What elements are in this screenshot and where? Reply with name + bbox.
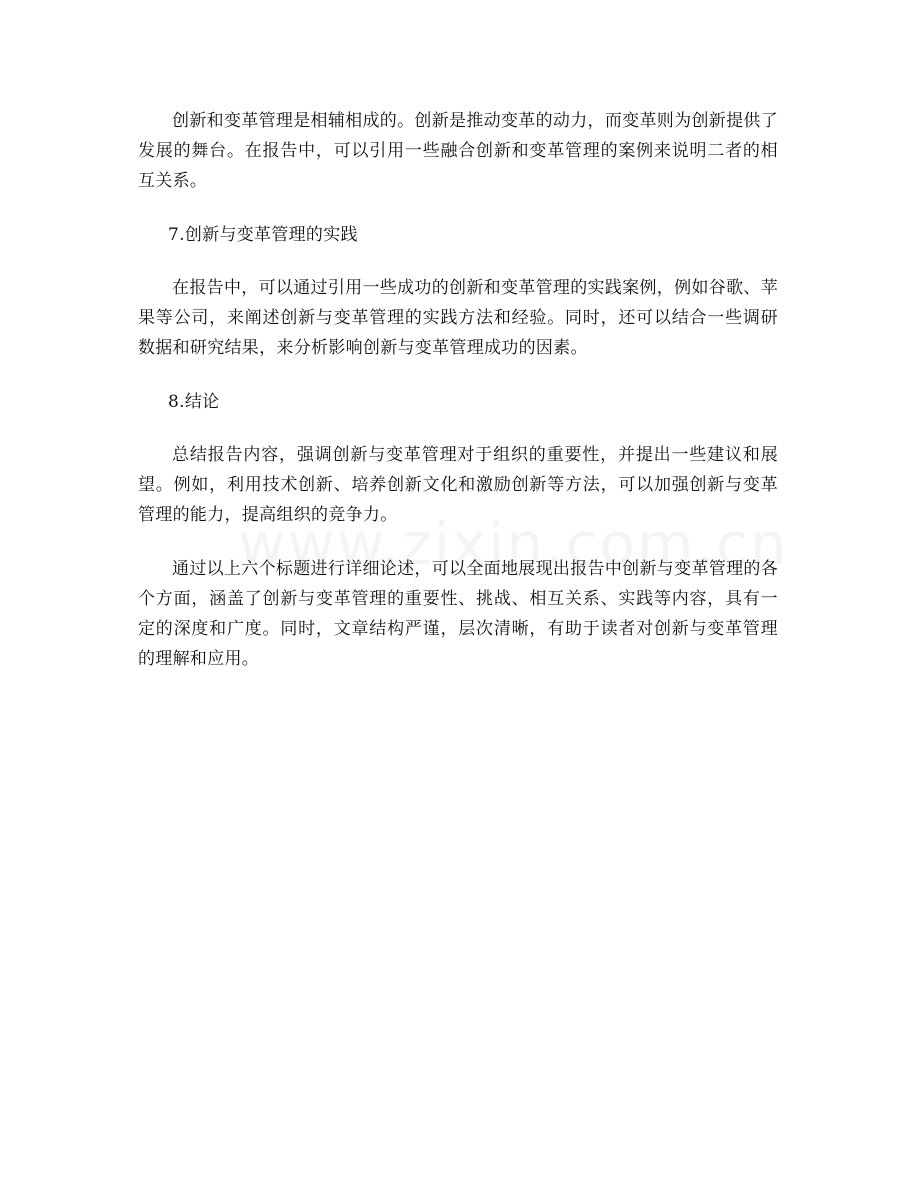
section-heading-practice: 7.创新与变革管理的实践 [168, 225, 358, 245]
section-heading-conclusion: 8.结论 [168, 392, 220, 412]
spacer [138, 530, 778, 554]
paragraph-innovation-relationship: 创新和变革管理是相辅相成的。创新是推动变革的动力，而变革则为创新提供了发展的舞台。在报告中，可以引用一些融合创新和变革管理的案例来说明二者的相互关系。 [138, 111, 778, 191]
paragraph-practice: 在报告中，可以通过引用一些成功的创新和变革管理的实践案例，例如谷歌、苹果等公司，来阐述创新与变革管理的实践方法和经验。同时，还可以结合一些调研数据和研究结果，来分析影响创新与变革管理成功的因素。 [138, 278, 778, 358]
spacer [138, 196, 778, 220]
spacer [138, 417, 778, 440]
paragraph-summary: 通过以上六个标题进行详细论述，可以全面地展现出报告中创新与变革管理的各个方面，涵盖了创新与变革管理的重要性、挑战、相互关系、实践等内容，具有一定的深度和广度。同时，文章结构严谨，层次清晰，有助于读者对创新与变革管理的理解和应用。 [138, 559, 778, 669]
spacer [138, 363, 778, 387]
spacer [138, 250, 778, 273]
paragraph-conclusion: 总结报告内容，强调创新与变革管理对于组织的重要性，并提出一些建议和展望。例如，利用技术创新、培养创新文化和激励创新等方法，可以加强创新与变革管理的能力，提高组织的竞争力。 [138, 445, 778, 525]
document-body [138, 106, 778, 674]
